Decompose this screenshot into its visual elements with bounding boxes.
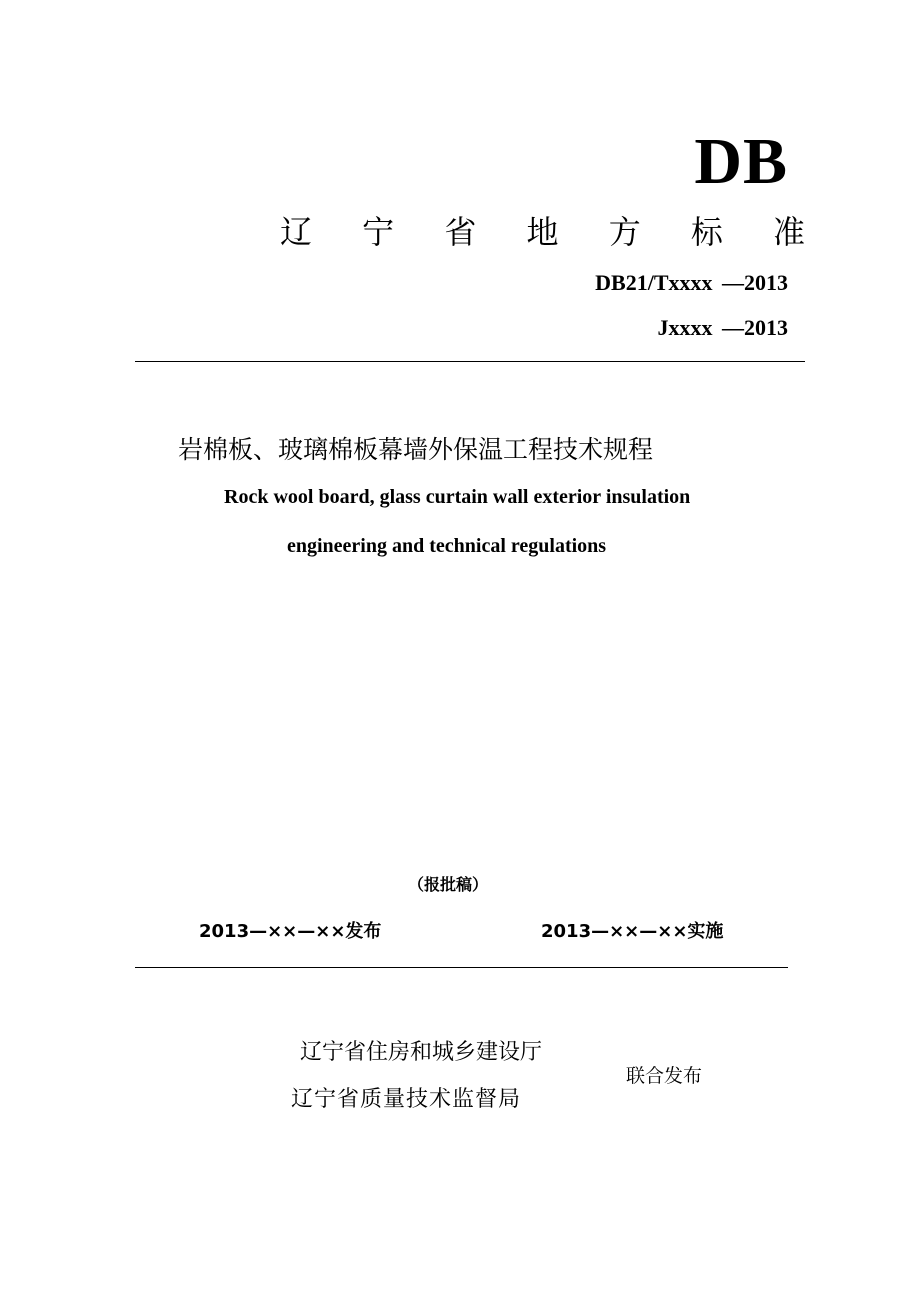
db-mark: DB bbox=[694, 125, 788, 198]
title-chinese: 岩棉板、玻璃棉板幕墙外保温工程技术规程 bbox=[178, 435, 654, 464]
standard-type-heading: 辽 宁 省 地 方 标 准 bbox=[280, 213, 826, 251]
draft-status-label: （报批稿） bbox=[408, 875, 489, 894]
issuer-department-1: 辽宁省住房和城乡建设厅 bbox=[300, 1040, 543, 1065]
title-english-line-2: engineering and technical regulations bbox=[287, 535, 607, 557]
issue-date: 2013—××—××发布 bbox=[199, 921, 382, 942]
standard-code: DB21/Txxxx —2013 bbox=[595, 270, 788, 295]
implementation-date: 2013—××—××实施 bbox=[541, 921, 724, 942]
top-divider bbox=[135, 361, 805, 362]
bottom-divider bbox=[135, 967, 788, 968]
record-code: Jxxxx —2013 bbox=[657, 315, 788, 340]
issuer-department-2: 辽宁省质量技术监督局 bbox=[291, 1087, 522, 1112]
joint-issue-label: 联合发布 bbox=[626, 1065, 703, 1087]
title-english-line-1: Rock wool board, glass curtain wall exterior insulation bbox=[224, 486, 691, 508]
